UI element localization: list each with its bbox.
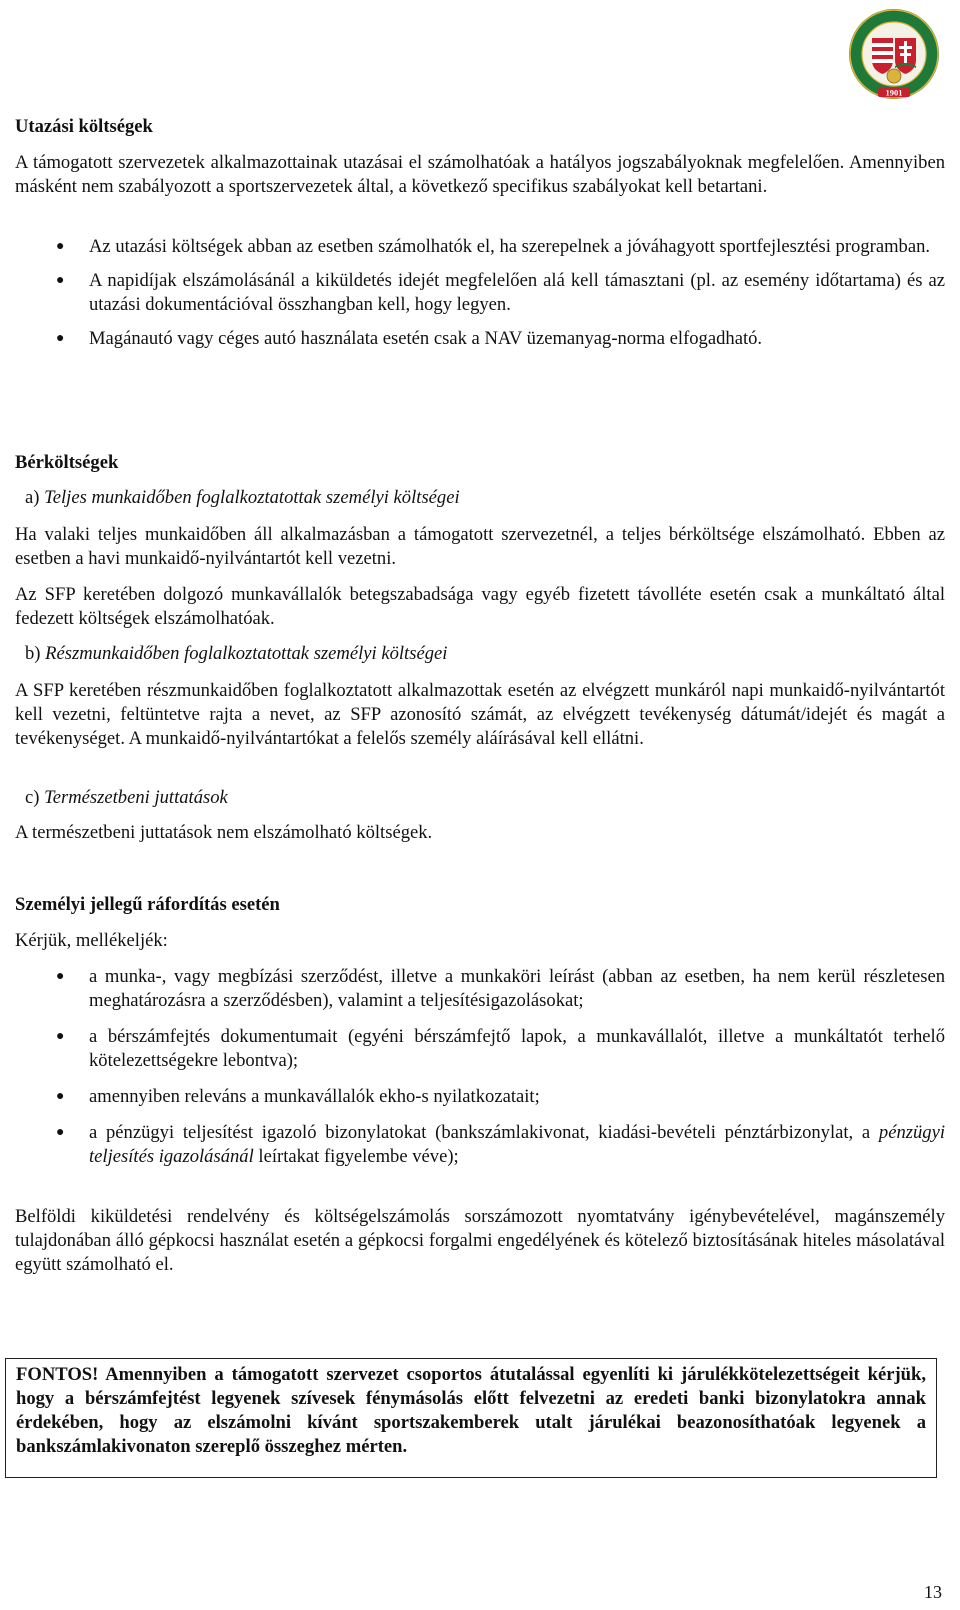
personal-closing: Belföldi kiküldetési rendelvény és költségelszámolás sorszámozott nyomtatvány igénybevételével, magánszemély tulajdonában álló gépkocsi használat esetén a gépkocsi forgalmi engedélyének és kötelező biztosításának hiteles másolatával együtt számolható el. <box>15 1206 945 1275</box>
list-item: ● a bérszámfejtés dokumentumait (egyéni bérszámfejtő lapok, a munkavállalót, illetve a munkáltatót terhelő kötelezettségekre lebontva); <box>56 1026 945 1071</box>
bullet-icon: ● <box>56 239 65 254</box>
wages-heading: Bérköltségek <box>15 452 119 473</box>
personal-bullet-list <box>15 965 945 1169</box>
bullet-icon: ● <box>56 331 65 346</box>
bullet-icon: ● <box>56 273 65 288</box>
bullet-icon: ● <box>56 1029 65 1044</box>
bullet-icon: ● <box>56 969 65 984</box>
important-notice-box: FONTOS! Amennyiben a támogatott szervezet csoportos átutalással egyenlíti ki járulékkötelezettségeit kérjük, hogy a bérszámfejtést legyenek szívesek fénymásolás előtt felvezetni az eredeti banki bizonylatokra annak érdekében, hogy az elszámolni kívánt sportszakemberek utalt járulékai beazonosíthatóak legyenek a bankszámlakivonaton szereplő összeghez mérten. <box>5 1358 937 1478</box>
list-item: ● a pénzügyi teljesítést igazoló bizonylatokat (bankszámlakivonat, kiadási-bevételi pénztárbizonylat, a pénzügyi teljesítés igazolásánál leírtakat figyelembe véve); <box>56 1122 945 1167</box>
bullet-icon: ● <box>56 1125 65 1140</box>
list-item: ● A napidíjak elszámolásánál a kiküldetés idejét megfelelően alá kell támasztani (pl. az esemény időtartama) és az utazási dokumentációval összhangban kell, hogy legyen. <box>56 270 945 315</box>
bullet-icon: ● <box>56 1089 65 1104</box>
mlsz-logo-icon <box>848 8 940 100</box>
wages-b-paragraph: A SFP keretében részmunkaidőben foglalkoztatott alkalmazottak esetén az elvégzett munkáról napi munkaidő-nyilvántartót kell vezetni, feltüntetve rajta a nevet, az SFP azonosító számát, az elvégzett tevékenység dátumát/idejét és magát a tevékenységet. A munkaidő-nyilvántartókat a felelős személy aláírásával kell ellátni. <box>15 680 945 749</box>
personal-intro: Kérjük, mellékeljék: <box>15 930 168 951</box>
wages-sub-c: c) Természetbeni juttatások <box>25 787 228 808</box>
list-item: ● Az utazási költségek abban az esetben számolhatók el, ha szerepelnek a jóváhagyott sportfejlesztési programban. <box>56 236 931 257</box>
wages-sub-b: b) Részmunkaidőben foglalkoztatottak személyi költségei <box>25 643 448 664</box>
personal-heading: Személyi jellegű ráfordítás esetén <box>15 894 280 915</box>
svg-text:1901: 1901 <box>885 87 903 98</box>
travel-intro: A támogatott szervezetek alkalmazottainak utazásai el számolhatóak a hatályos jogszabályoknak megfelelően. Amennyiben másként nem szabályozott a sportszervezetek által, a következő specifikus szabályokat kell betartani. <box>15 152 945 197</box>
travel-heading: Utazási költségek <box>15 116 153 137</box>
wages-c-paragraph: A természetbeni juttatások nem elszámolható költségek. <box>15 822 433 843</box>
travel-bullet-list <box>15 235 945 351</box>
wages-a-paragraph-2: Az SFP keretében dolgozó munkavállalók betegszabadsága vagy egyéb fizetett távolléte esetén csak a munkáltató által fedezett költségek elszámolhatóak. <box>15 584 945 629</box>
wages-sub-a: a) Teljes munkaidőben foglalkoztatottak személyi költségei <box>25 487 460 508</box>
list-item: ● a munka-, vagy megbízási szerződést, illetve a munkaköri leírást (abban az esetben, ha nem kerül részletesen meghatározásra a szerződésben), valamint a teljesítésigazolásokat; <box>56 966 945 1011</box>
list-item: ● amennyiben releváns a munkavállalók ekho-s nyilatkozatait; <box>56 1086 540 1107</box>
page-number: 13 <box>924 1582 942 1602</box>
list-item: ● Magánautó vagy céges autó használata esetén csak a NAV üzemanyag-norma elfogadható. <box>56 328 763 349</box>
wages-a-paragraph-1: Ha valaki teljes munkaidőben áll alkalmazásban a támogatott szervezetnél, a teljes bérköltsége elszámolható. Ebben az esetben a havi munkaidő-nyilvántartót kell vezetni. <box>15 524 945 569</box>
